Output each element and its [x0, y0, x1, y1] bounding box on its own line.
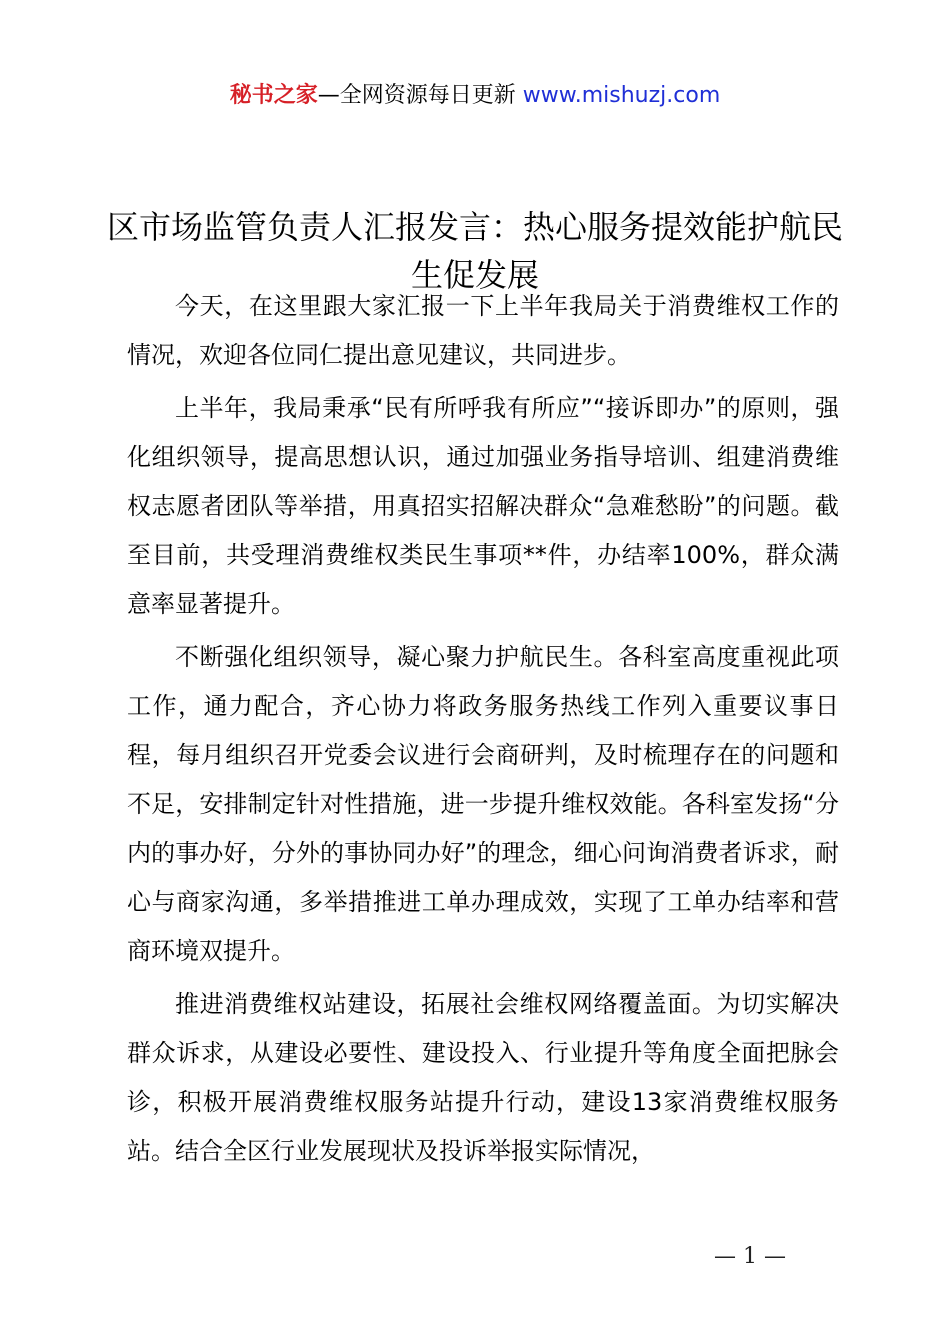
site-url: www.mishuzj.com [522, 83, 721, 108]
document-body [127, 282, 839, 1180]
site-brand: 秘书之家 [229, 83, 318, 108]
paragraph: 今天，在这里跟大家汇报一下上半年我局关于消费维权工作的情况，欢迎各位同仁提出意见建议，共同进步。 [127, 292, 839, 369]
site-tagline: —全网资源每日更新 [317, 83, 523, 108]
paragraph: 不断强化组织领导，凝心聚力护航民生。各科室高度重视此项工作，通力配合，齐心协力将政务服务热线工作列入重要议事日程，每月组织召开党委会议进行会商研判，及时梳理存在的问题和不足，安排制定针对性措施，进一步提升维权效能。各科室发扬“分内的事办好，分外的事协同办好”的理念，细心问询消费者诉求，耐心与商家沟通，多举措推进工单办理成效，实现了工单办结率和营商环境双提升。 [127, 643, 839, 965]
page-number: — 1 — [714, 1244, 786, 1269]
paragraph: 推进消费维权站建设，拓展社会维权网络覆盖面。为切实解决群众诉求，从建设必要性、建设投入、行业提升等角度全面把脉会诊，积极开展消费维权服务站提升行动，建设13家消费维权服务站。结合全区行业发展现状及投诉举报实际情况， [127, 990, 839, 1165]
site-header [0, 80, 950, 112]
document-title: 区市场监管负责人汇报发言：热心服务提效能护航民生促发展 [106, 208, 843, 295]
paragraph: 上半年，我局秉承“民有所呼我有所应”“接诉即办”的原则，强化组织领导，提高思想认识，通过加强业务指导培训、组建消费维权志愿者团队等举措，用真招实招解决群众“急难愁盼”的问题。截至目前，共受理消费维权类民生事项**件，办结率100%，群众满意率显著提升。 [127, 394, 839, 618]
